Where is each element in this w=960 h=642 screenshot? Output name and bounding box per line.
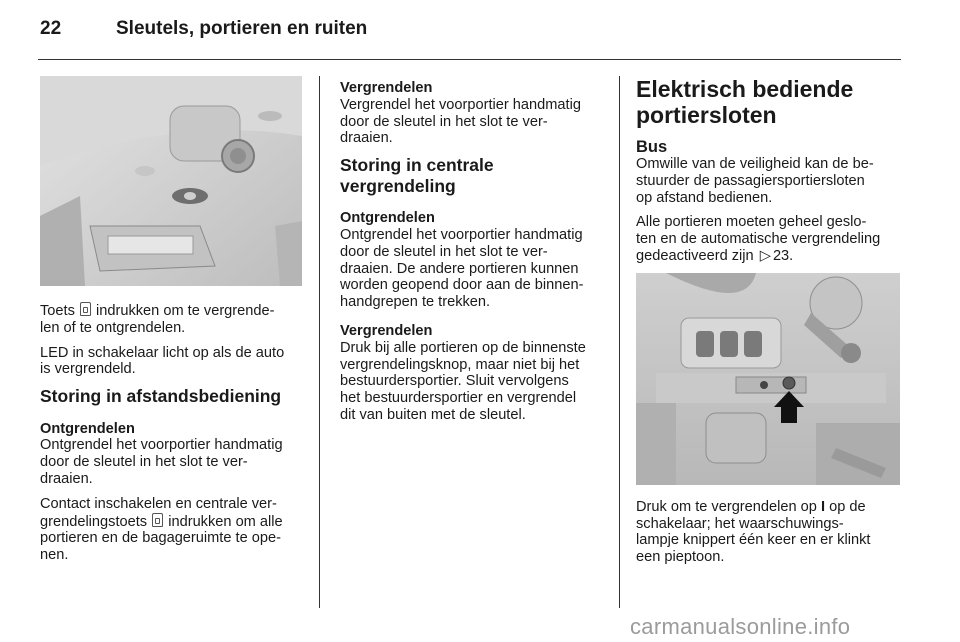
text: len of te ontgrendelen. bbox=[40, 319, 186, 336]
paragraph bbox=[636, 156, 902, 206]
roof-console-photo bbox=[40, 76, 302, 286]
text: portieren en de bagageruimte te ope- bbox=[40, 530, 281, 547]
column-3 bbox=[636, 76, 902, 574]
paragraph bbox=[40, 345, 302, 379]
paragraph bbox=[40, 437, 302, 487]
text: Druk om te vergrendelen op bbox=[636, 498, 817, 515]
text: schakelaar; het waarschuwings- bbox=[636, 515, 844, 532]
lock-button-icon bbox=[80, 302, 91, 316]
subheading: Bus bbox=[636, 138, 668, 156]
page-number: 22 bbox=[40, 18, 62, 39]
text: stuurder de passagiersportiersloten bbox=[636, 172, 865, 189]
paragraph bbox=[636, 214, 902, 264]
switch-symbol: I bbox=[820, 498, 826, 515]
subheading: Ontgrendelen bbox=[40, 420, 135, 437]
text: dit van buiten met de sleutel. bbox=[340, 406, 526, 423]
text: Alle portieren moeten geheel geslo- bbox=[636, 214, 867, 231]
section-title bbox=[636, 76, 902, 128]
text: bestuurdersportier. Sluit vervolgens bbox=[340, 373, 569, 390]
text: draaien. bbox=[340, 130, 393, 147]
section-heading: Storing in afstandsbediening bbox=[40, 386, 282, 407]
page-reference: 23. bbox=[772, 247, 794, 264]
text: indrukken om alle bbox=[168, 513, 283, 530]
text: draaien. bbox=[40, 471, 93, 488]
page-reference-icon: ▷ bbox=[759, 247, 771, 264]
column-divider bbox=[319, 76, 320, 608]
text: Vergrendel het voorportier handmatig bbox=[340, 96, 581, 113]
subheading: Ontgrendelen bbox=[340, 210, 435, 227]
text: worden geopend door aan de binnen- bbox=[340, 277, 584, 294]
heading-line: Storing in centrale bbox=[340, 155, 494, 176]
text: vergrendelingsknop, maar niet bij het bbox=[340, 356, 580, 373]
running-head: Sleutels, portieren en ruiten bbox=[116, 18, 368, 39]
text: Ontgrendel het voorportier handmatig bbox=[40, 437, 283, 454]
text: Toets bbox=[40, 303, 75, 319]
text: door de sleutel in het slot te ver- bbox=[340, 243, 548, 260]
watermark: carmanualsonline.info bbox=[630, 614, 851, 639]
paragraph bbox=[340, 97, 605, 147]
heading-line: Elektrisch bediende bbox=[636, 76, 854, 102]
text: een pieptoon. bbox=[636, 549, 725, 566]
text: draaien. De andere portieren kunnen bbox=[340, 260, 579, 277]
heading-line: portiersloten bbox=[636, 102, 777, 128]
paragraph bbox=[40, 496, 302, 564]
text: Ontgrendel het voorportier handmatig bbox=[340, 226, 583, 243]
column-2 bbox=[340, 80, 605, 432]
text: Druk bij alle portieren op de binnenste bbox=[340, 339, 586, 356]
subheading: Vergrendelen bbox=[340, 322, 433, 339]
text: Contact inschakelen en centrale ver- bbox=[40, 495, 277, 512]
text: gedeactiveerd zijn bbox=[636, 247, 754, 264]
text: door de sleutel in het slot te ver- bbox=[340, 113, 548, 130]
text: grendelingstoets bbox=[40, 513, 148, 530]
paragraph bbox=[636, 499, 902, 566]
text: op de bbox=[829, 498, 866, 515]
text: LED in schakelaar licht op als de auto bbox=[40, 344, 285, 361]
lock-button-icon bbox=[152, 513, 163, 527]
text: door de sleutel in het slot te ver- bbox=[40, 454, 248, 471]
paragraph bbox=[340, 340, 605, 424]
text: indrukken om te vergrende- bbox=[96, 303, 275, 319]
paragraph bbox=[40, 302, 302, 337]
subheading: Vergrendelen bbox=[340, 80, 433, 96]
text: op afstand bedienen. bbox=[636, 189, 773, 206]
text: het bestuurdersportier en vergrendel bbox=[340, 390, 577, 407]
text: handgrepen te trekken. bbox=[340, 294, 491, 311]
column-divider bbox=[619, 76, 620, 608]
text: Omwille van de veiligheid kan de be- bbox=[636, 156, 874, 172]
text: ten en de automatische vergrendeling bbox=[636, 231, 881, 248]
text: nen. bbox=[40, 547, 69, 564]
paragraph bbox=[340, 227, 605, 311]
dashboard-switch-photo bbox=[636, 273, 900, 485]
heading-line: vergrendeling bbox=[340, 175, 456, 196]
text: is vergrendeld. bbox=[40, 361, 136, 378]
column-1 bbox=[40, 76, 302, 572]
header-rule bbox=[38, 59, 901, 60]
text: lampje knippert één keer en er klinkt bbox=[636, 532, 871, 549]
section-heading bbox=[340, 155, 605, 196]
